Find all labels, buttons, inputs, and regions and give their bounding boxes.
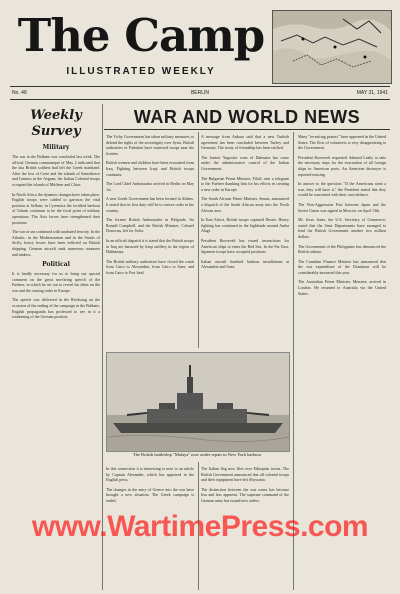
issue-bar [12, 88, 388, 98]
masthead-rule-top [10, 86, 390, 87]
political-paragraph: It is hardly necessary for us to bring out special comment on the great sea-faring speech of the Fuehrer, in which he set out to reveal his ideas on the war and the coming order in Europe. [12, 271, 100, 293]
news-item: In an official dispatch it is stated that the British troops in Iraq are harassed by Iraqi artillery in the region of Habbaniya. [106, 237, 194, 255]
map-illustration [272, 10, 392, 84]
news-item: In answer to the question: "If the Americans want a war, they will have it," the President stated that they would be concerned with their own defence. [298, 181, 386, 198]
news-item: The British military authorities have closed the roads from Cairo to Alexandria, from Cairo to Suez, and from Cairo to Port Said. [106, 258, 194, 275]
bottom-column-2 [201, 466, 289, 508]
news-item: Many "recruiting posters" have appeared in the United States. The flow of volunteers is very disappointing to the Government. [298, 134, 386, 151]
masthead-subtitle: ILLUSTRATED WEEKLY [66, 66, 216, 77]
news-item: A new Greek Government has been formed in Athens. It stated that its first duty will be to restore order in the country. [106, 196, 194, 213]
news-item: The Vichy Government has taken military measures to defend the rights of the sovereignty over Syria. British authorities in Palestine have mustered troops near the frontier. [106, 134, 194, 156]
weekly-survey-column [12, 108, 100, 324]
news-item: The changes in the entry of Greece into the war have brought a new situation. The Greek campaign is ended. [106, 486, 194, 503]
news-item: British women and children have been evacuated from Iraq. Fighting between Iraqi and British troops continues. [106, 160, 194, 177]
masthead-title: The Camp [17, 9, 265, 62]
news-item: The Government of the Philippines has denounced the British airbase. [298, 243, 386, 255]
news-item: The Non-Aggression Pact between Japan and the Soviet Union was signed in Moscow on April 13th. [298, 201, 386, 213]
masthead-rule-bottom [10, 99, 390, 100]
news-item: The Bulgarian Prime Minister, Filoff, sent a telegram to the Fuehrer thanking him for his efforts in creating a new order in Europe. [201, 175, 289, 192]
issue-place: BERLIN [190, 90, 210, 96]
news-column-3 [298, 134, 386, 300]
news-item: Mr. Jesse Jones, the U.S. Secretary of Commerce, stated that the State Departments have arranged to lend the British Government another two million dollars. [298, 217, 386, 239]
military-paragraph: In North Africa the dynamic changes have taken place. English troops were cabled to garrison the vital position at Sollum; in Cyrenaica the fortified harbour of Tobruk continues to be the focal point of military operations. The Axis forces have strengthened their positions. [12, 191, 100, 225]
main-heading: WAR AND WORLD NEWS [133, 107, 361, 127]
news-item: In East Africa, British troops captured Dessie. Heavy fighting has continued in the highlands around Amba Alagi. [201, 217, 289, 234]
news-item: The South African Prime Minister, Smuts, announced a dispatch of the South African army into the North African area. [201, 196, 289, 213]
political-paragraph: The speech was delivered in the Reichstag on the occasion of the ending of the campaign in the Balkans. English propaganda has professed to see in it a weakening of the German position. [12, 297, 100, 320]
column-divider [198, 132, 199, 348]
news-item: The former Yugoslav zone of Dalmatia has come under the administrative control of the Italian Government. [201, 154, 289, 171]
news-item: The Australian Prime Minister, Menzies, arrived in London. He returned to Australia via the United States. [298, 279, 386, 296]
news-item: In this connection it is interesting to note to an article by Captain Alexander, which has appeared in the English press. [106, 466, 194, 483]
weekly-survey-heading: Weekly Survey [30, 108, 82, 139]
issue-number: No. 48 [12, 90, 27, 96]
issue-date: MAY 31, 1941 [356, 90, 388, 96]
political-subheading: Political [42, 261, 70, 269]
heading-rule [104, 129, 390, 130]
news-item: A message from Ankara said that a new Turkish agreement has been concluded between Turkey and Germany. The treaty of friendship has been ratified. [201, 134, 289, 151]
news-column-1 [106, 134, 194, 279]
news-item: Italian aircraft bombed harbour installations at Alexandria and Suez. [201, 258, 289, 270]
news-item: The former British Ambassador in Belgrade, Sir Ronald Campbell, and the British Minister, Colonel Donovan, left for Sofia. [106, 217, 194, 234]
news-item: The distinction between the war zones has become less and less apparent. The supreme command of the German army has issued new orders. [201, 486, 289, 503]
news-item: President Roosevelt has issued instructions for American ships to enter the Red Sea. In the Far East, Japanese troops have occupied positions. [201, 237, 289, 255]
military-subheading: Military [42, 144, 70, 151]
news-item: The Lord Chief Ambassador arrived in Berlin on May 1st. [106, 181, 194, 192]
news-item: President Roosevelt requested Admiral Leahy to take the necessary steps for the evacuation of all foreign ships in American ports. An American destroyer is reported missing. [298, 154, 386, 177]
watermark: www.WartimePress.com [31, 510, 369, 543]
battleship-photo [106, 352, 290, 452]
military-paragraph: The war in the Balkans was concluded last week. The official German communiqué of May 2 indicated that the last British soldiers had left the Greek mainland. After the loss of Crete and the islands of Samothrace and Lemnos in the Aegean, the Italian Colonial troops occupied the islands of Mitilene and Chios. [12, 154, 100, 187]
photo-caption: The British battleship "Malaya" now under repair in New York harbour [132, 452, 262, 457]
bottom-column-1 [106, 466, 194, 508]
news-item: The Italian flag now flies over Ethiopian towns. The British Government announced that all colonial troops and their equipment have left Abyssinia. [201, 466, 289, 483]
news-column-2 [201, 134, 289, 274]
military-paragraph: The war at sea continued with unabated ferocity. In the Atlantic, in the Mediterranean and in the Straits of Sicily, heavy losses have been inflicted on British shipping. German aircraft sank numerous steamers and tankers. [12, 229, 100, 257]
news-item: The Canadian Finance Minister has announced that the war expenditure of the Dominion will be considerably increased this year. [298, 258, 386, 275]
